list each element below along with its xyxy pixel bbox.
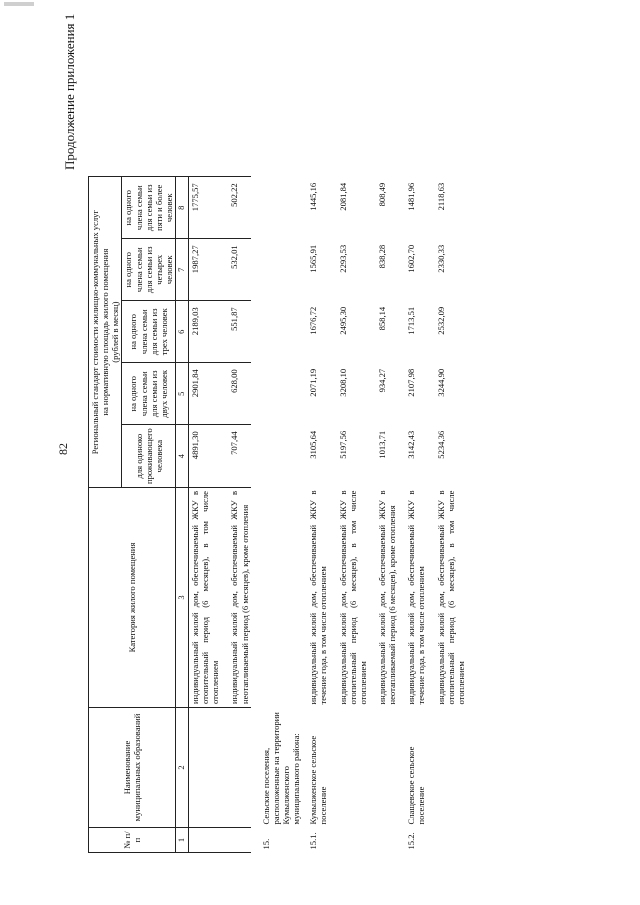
category-cell: индивидуальный жилой дом, обеспечиваемый ЖКУ в течение года, в том числе отоплением [308,490,329,705]
value-cell: 3105,64 [308,430,319,459]
value-cell: 1713,51 [406,306,417,335]
value-cell: 2107,98 [406,368,417,397]
value-cell: 628,00 [221,363,250,425]
value-cell: 2118,63 [435,182,446,211]
colnum-2: 2 [176,708,189,828]
section-num: 15. [260,838,271,850]
colnum-8: 8 [176,177,189,239]
value-cell: 3208,10 [337,368,348,397]
category-cell: индивидуальный жилой дом, обеспечиваемый ЖКУ в отопительный период (6 месяцев), в том числе отоплением [337,490,368,705]
table-row [189,177,222,853]
value-cell: 502,22 [221,177,250,239]
category-cell: индивидуальный жилой дом, обеспечиваемый ЖКУ в отопительный период (6 месяцев), в том числе отоплением [435,490,466,705]
continuation-title: Продолжение приложения 1 [62,13,77,170]
colnum-1: 1 [176,828,189,853]
value-cell: 2081,84 [337,182,348,211]
header-col5: на одного члена семьи для семьи из двух человек [122,363,176,425]
value-cell: 858,14 [377,306,387,331]
header-category: Категория жилого помещения [89,488,176,708]
value-cell: 551,87 [221,301,250,363]
header-num: № п/п [89,828,176,853]
table-row [221,177,250,853]
colnum-4: 4 [176,425,189,488]
row-num: 15.1. [308,832,319,850]
value-cell: 3142,43 [406,430,417,459]
value-cell: 5197,56 [337,430,348,459]
standards-table [88,176,467,853]
value-cell: 2071,19 [308,368,319,397]
municipality-cell: Кумылженское сельское поселение [308,735,329,825]
value-cell: 707,44 [221,425,250,488]
header-col6: на одного члена семьи для семьи из трех человек [122,301,176,363]
value-cell: 1602,70 [406,244,417,273]
value-cell: 2330,33 [435,244,446,273]
section-name: Сельские поселения, расположенные на территории Кумылженского муниципального района: [260,712,302,825]
category-cell: индивидуальный жилой дом, обеспечиваемый ЖКУ в отопительный период (6 месяцев), в том числе отоплением [189,488,222,708]
value-cell: 2532,09 [435,306,446,335]
header-municipality: Наименование муниципальных образований [89,708,176,828]
section-row [251,177,303,853]
value-cell: 2189,03 [189,301,222,363]
table-row [428,177,467,853]
header-col4: для одиноко проживающего человека [122,425,176,488]
value-cell: 1676,72 [308,306,319,335]
value-cell: 2293,53 [337,244,348,273]
row-num: 15.2. [406,832,417,850]
category-cell: индивидуальный жилой дом, обеспечиваемый ЖКУ в неотапливаемый период (6 месяцев), кроме отопления [221,488,250,708]
value-cell: 1987,27 [189,239,222,301]
value-cell: 1565,91 [308,244,319,273]
value-cell: 1775,57 [189,177,222,239]
table-row [330,177,369,853]
value-cell: 2495,30 [337,306,348,335]
table-row [302,177,329,853]
colnum-7: 7 [176,239,189,301]
table-row [369,177,398,853]
header-col7: на одного члена семьи для семьи из четырех человек [122,239,176,301]
value-cell: 808,49 [377,182,387,207]
colnum-3: 3 [176,488,189,708]
category-cell: индивидуальный жилой дом, обеспечиваемый ЖКУ в неотапливаемый период (6 месяцев), кроме отопления [377,490,398,705]
colnum-5: 5 [176,363,189,425]
value-cell: 1445,16 [308,182,319,211]
value-cell: 838,28 [377,244,387,269]
value-cell: 3244,90 [435,368,446,397]
header-standard: Региональный стандарт стоимости жилищно-коммунальных услуг на нормативную площадь жилого помещения (рублей в месяц) [89,177,122,488]
value-cell: 4891,30 [189,425,222,488]
value-cell: 532,01 [221,239,250,301]
header-col8: на одного члена семьи для семьи из пяти и более человек [122,177,176,239]
value-cell: 1481,96 [406,182,417,211]
page-number: 82 [56,443,70,455]
table-row [398,177,427,853]
value-cell: 1013,71 [377,430,387,459]
category-cell: индивидуальный жилой дом, обеспечиваемый ЖКУ в течение года, в том числе отоплением [406,490,427,705]
municipality-cell: Слащевское сельское поселение [406,746,427,825]
value-cell: 934,27 [377,368,387,393]
value-cell: 2901,84 [189,363,222,425]
value-cell: 5234,36 [435,430,446,459]
colnum-6: 6 [176,301,189,363]
